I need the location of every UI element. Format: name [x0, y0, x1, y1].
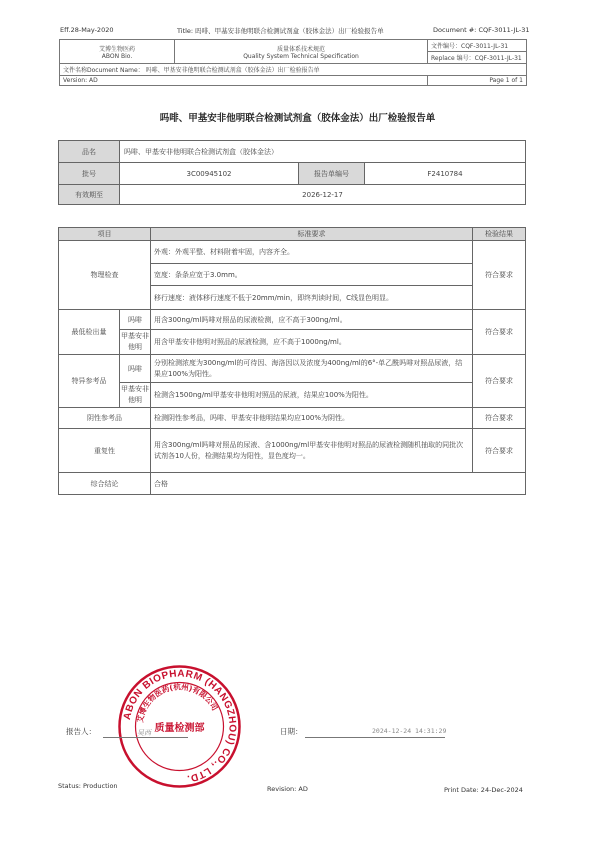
- doc-name-row: [60, 64, 527, 76]
- table-row: [59, 408, 526, 429]
- specificity-sub-methamphetamine: 甲基安非他明: [120, 383, 151, 408]
- reporter-signature: 吴西: [137, 729, 151, 737]
- table-row: [59, 473, 526, 495]
- stamp-inner-text: 艾博生物医药(杭州)有限公司: [135, 682, 220, 724]
- specificity-sub-morphine: 吗啡: [120, 355, 151, 383]
- footer-print-date: Print Date: 24-Dec-2024: [444, 786, 523, 794]
- document-title-header: Title: 吗啡、甲基安非他明联合检测试剂盒（胶体金法）出厂检验报告单: [177, 27, 384, 35]
- stamp-center-text: 质量检测部: [154, 723, 205, 734]
- company-cell: [60, 40, 175, 64]
- stamp-outer-text: ABON BIOPHARM (HANGZHOU) CO., LTD.: [121, 668, 238, 784]
- batch-label: 批号: [59, 163, 120, 185]
- expiry-label: 有效期至: [59, 185, 120, 205]
- specificity-label: 特异参考品: [59, 355, 120, 408]
- date-line: [305, 737, 445, 738]
- product-label: 品名: [59, 141, 120, 163]
- system-cell: [175, 40, 428, 64]
- page-number: Page 1 of 1: [428, 76, 527, 86]
- specificity-result: 符合要求: [473, 355, 526, 408]
- report-number-label: 报告单编号: [299, 163, 365, 185]
- negative-label: 阴性参考品: [59, 408, 151, 429]
- min-detect-req-morphine: 用含300ng/ml吗啡对照品的尿液检测，应不高于300ng/ml。: [151, 310, 473, 330]
- effective-date: Eff.28-May-2020: [60, 26, 114, 34]
- doc-name-value: 吗啡、甲基安非他明联合检测试剂盒（胶体金法）出厂检验报告单: [145, 67, 320, 74]
- appearance-req-2: 宽度：条条应宽于3.0mm。: [151, 264, 473, 286]
- header-item: 项目: [59, 228, 151, 241]
- company-seal-stamp: [117, 664, 242, 789]
- version-cell: Version: AD: [60, 76, 428, 86]
- conclusion-value: 合格: [151, 473, 526, 495]
- report-number-value: F2410784: [365, 163, 526, 185]
- appearance-req-3: 移行速度：液体移行速度不低于20mm/min，即终判读时间，C线显色明显。: [151, 286, 473, 310]
- company-name-en: ABON Bio.: [101, 52, 133, 60]
- expiry-value: 2026-12-17: [120, 185, 526, 205]
- doc-number-label: 文件编号：CQF-3011-JL-31: [428, 40, 526, 52]
- appearance-label: 物理检查: [59, 241, 151, 310]
- replace-number-label: Replace 编号：CQF-3011-JL-31: [431, 55, 522, 62]
- header-requirement: 标准要求: [151, 228, 473, 241]
- footer-revision: Revision: AD: [267, 785, 308, 793]
- date-value: 2024-12-24 14:31:29: [372, 727, 447, 735]
- doc-name-label: 文件名称Document Name：: [63, 67, 144, 74]
- inspection-table: [58, 227, 526, 495]
- system-name-cn: 质量体系技术规范: [276, 45, 325, 53]
- min-detect-sub-morphine: 吗啡: [120, 310, 151, 330]
- batch-value: 3C00945102: [120, 163, 299, 185]
- footer-status: Status: Production: [58, 782, 118, 790]
- date-label: 日期：: [280, 727, 303, 736]
- appearance-result: 符合要求: [473, 241, 526, 310]
- table-row: [59, 241, 526, 264]
- negative-result: 符合要求: [473, 408, 526, 429]
- table-row: [59, 310, 526, 330]
- specificity-req-morphine: 分别检测浓度为300ng/ml的可待因、海洛因以及浓度为400ng/ml的6°-单乙酰吗啡对照品尿液，结果应100%为阳性。: [151, 355, 473, 383]
- repeat-label: 重复性: [59, 429, 151, 473]
- specificity-req-methamphetamine: 检测含1500ng/ml甲基安非他明对照品的尿液，结果应100%为阳性。: [151, 383, 473, 408]
- table-row: [59, 355, 526, 383]
- product-value: 吗啡、甲基安非他明联合检测试剂盒（胶体金法）: [120, 141, 526, 163]
- company-name-cn: 艾博生物医药: [98, 45, 135, 53]
- table-row: [59, 429, 526, 473]
- conclusion-label: 综合结论: [59, 473, 151, 495]
- table-header-row: [59, 228, 526, 241]
- appearance-req-1: 外观：外观平整、材料附着牢固，内容齐全。: [151, 241, 473, 264]
- report-title: 吗啡、甲基安非他明联合检测试剂盒（胶体金法）出厂检验报告单: [159, 113, 436, 124]
- negative-req: 检测阴性参考品，吗啡、甲基安非他明结果均应100%为阴性。: [151, 408, 473, 429]
- document-number-header: Document #: CQF-3011-JL-31: [433, 26, 530, 34]
- repeat-result: 符合要求: [473, 429, 526, 473]
- header-result: 检验结果: [473, 228, 526, 241]
- repeat-req: 用含300ng/ml吗啡对照品的尿液、含1000ng/ml甲基安非他明对照品的尿液检测随机抽取的同批次试剂各10人份，检测结果均为阳性，显色度均一。: [151, 429, 473, 473]
- document-header-box: [59, 39, 527, 86]
- min-detect-req-methamphetamine: 用含甲基安非他明对照品的尿液检测，应不高于1000ng/ml。: [151, 330, 473, 355]
- table-row: [59, 383, 526, 408]
- reporter-label: 报告人：: [66, 727, 96, 736]
- min-detect-result: 符合要求: [473, 310, 526, 355]
- system-name-en: Quality System Technical Specification: [243, 52, 359, 60]
- min-detect-label: 最低检出量: [59, 310, 120, 355]
- min-detect-sub-methamphetamine: 甲基安非他明: [120, 330, 151, 355]
- product-info-table: [58, 140, 526, 205]
- table-row: [59, 330, 526, 355]
- doc-number-cell: [428, 40, 527, 64]
